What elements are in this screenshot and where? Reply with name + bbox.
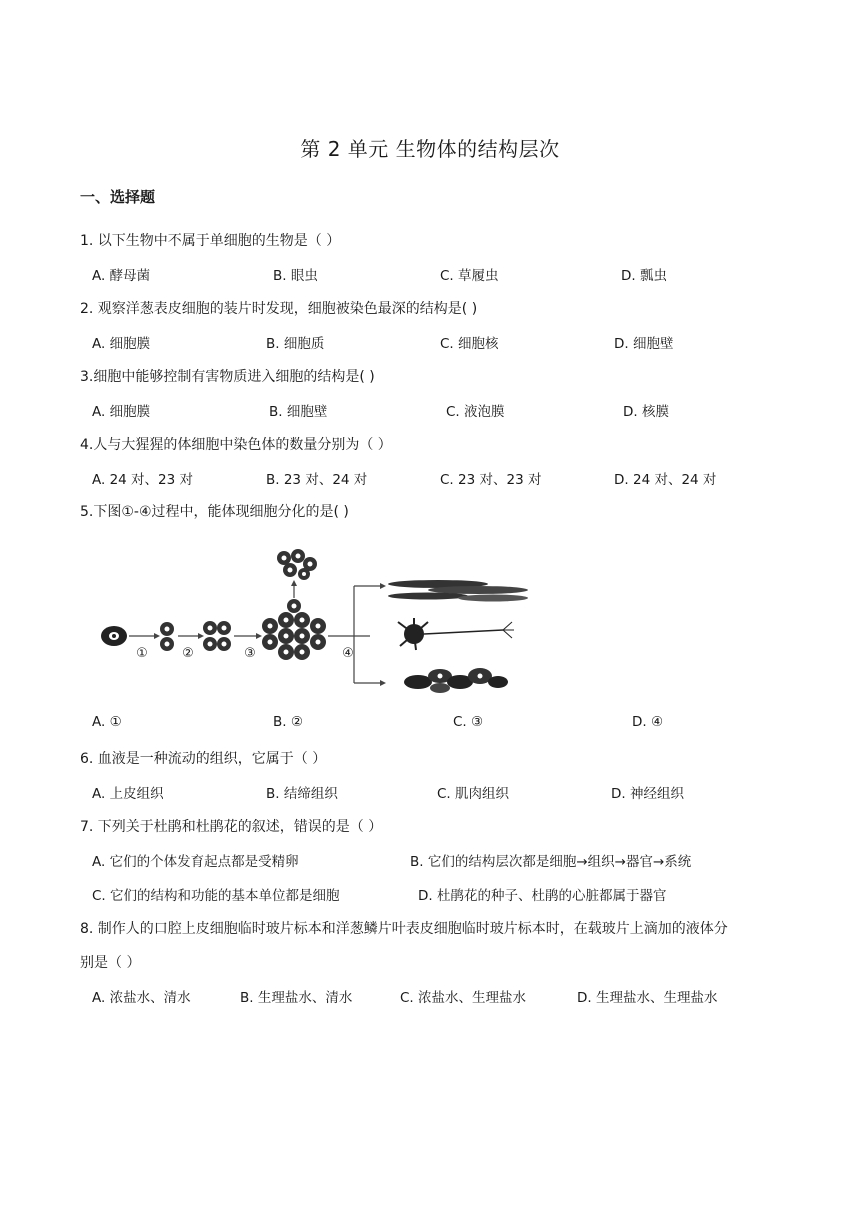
two-cell-icon (160, 622, 174, 651)
q8-option-d: D. 生理盐水、生理盐水 (577, 990, 718, 1006)
muscle-cells-icon (388, 580, 528, 602)
question-2-stem: 2. 观察洋葱表皮细胞的装片时发现，细胞被染色最深的结构是( ) (80, 301, 478, 317)
q2-option-b: B. 细胞质 (266, 336, 325, 352)
q6-option-a: A. 上皮组织 (92, 786, 164, 802)
question-7-stem: 7. 下列关于杜鹃和杜鹃花的叙述，错误的是（ ） (80, 819, 383, 835)
q8-option-c: C. 浓盐水、生理盐水 (400, 990, 527, 1006)
q2-option-c: C. 细胞核 (440, 336, 499, 352)
question-4-stem: 4.人与大猩猩的体细胞中染色体的数量分别为（ ） (80, 437, 392, 453)
q3-option-c: C. 液泡膜 (446, 404, 505, 420)
q7-option-d: D. 杜鹃花的种子、杜鹃的心脏都属于器官 (418, 888, 667, 904)
q5-option-b: B. ② (273, 714, 303, 730)
four-cell-icon (203, 621, 231, 651)
cell-differentiation-diagram (98, 548, 538, 698)
q5-option-a: A. ① (92, 714, 122, 730)
question-5-stem: 5.下图①-④过程中，能体现细胞分化的是( ) (80, 504, 349, 520)
q1-option-a: A. 酵母菌 (92, 268, 151, 284)
step-label-1: ① (136, 646, 148, 661)
q4-option-d: D. 24 对、24 对 (614, 472, 717, 488)
q2-option-d: D. 细胞壁 (614, 336, 674, 352)
q4-option-b: B. 23 对、24 对 (266, 472, 368, 488)
q5-option-d: D. ④ (632, 714, 664, 730)
q6-option-c: C. 肌肉组织 (437, 786, 510, 802)
section-heading: 一、选择题 (80, 188, 156, 206)
q3-option-d: D. 核膜 (623, 404, 669, 420)
q5-option-c: C. ③ (453, 714, 484, 730)
tissue-cells-icon (404, 668, 508, 693)
question-1-stem: 1. 以下生物中不属于单细胞的生物是（ ） (80, 233, 341, 249)
page-title: 第 2 单元 生物体的结构层次 (300, 137, 560, 161)
q4-option-a: A. 24 对、23 对 (92, 472, 194, 488)
q1-option-d: D. 瓢虫 (621, 268, 667, 284)
cell-mass-icon (262, 599, 326, 660)
q8-option-a: A. 浓盐水、清水 (92, 990, 191, 1006)
q1-option-b: B. 眼虫 (273, 268, 318, 284)
q7-option-b: B. 它们的结构层次都是细胞→组织→器官→系统 (410, 854, 692, 870)
q3-option-a: A. 细胞膜 (92, 404, 151, 420)
q2-option-a: A. 细胞膜 (92, 336, 151, 352)
step-label-3: ③ (244, 646, 256, 661)
question-8-stem: 8. 制作人的口腔上皮细胞临时玻片标本和洋葱鳞片叶表皮细胞临时玻片标本时，在载玻片上滴加的液体分 (80, 921, 728, 937)
q3-option-b: B. 细胞壁 (269, 404, 328, 420)
neuron-icon (398, 618, 514, 650)
q8-option-b: B. 生理盐水、清水 (240, 990, 353, 1006)
q6-option-b: B. 结缔组织 (266, 786, 338, 802)
question-6-stem: 6. 血液是一种流动的组织，它属于（ ） (80, 751, 327, 767)
q4-option-c: C. 23 对、23 对 (440, 472, 542, 488)
q7-option-c: C. 它们的结构和功能的基本单位都是细胞 (92, 888, 340, 904)
question-3-stem: 3.细胞中能够控制有害物质进入细胞的结构是( ) (80, 369, 375, 385)
single-cell-icon (101, 626, 127, 646)
step-label-2: ② (182, 646, 194, 661)
question-8-stem-continuation: 别是（ ） (80, 955, 141, 971)
step-label-4: ④ (342, 646, 354, 661)
q1-option-c: C. 草履虫 (440, 268, 499, 284)
q7-option-a: A. 它们的个体发育起点都是受精卵 (92, 854, 299, 870)
q6-option-d: D. 神经组织 (611, 786, 684, 802)
upper-cell-cluster-icon (277, 549, 317, 580)
